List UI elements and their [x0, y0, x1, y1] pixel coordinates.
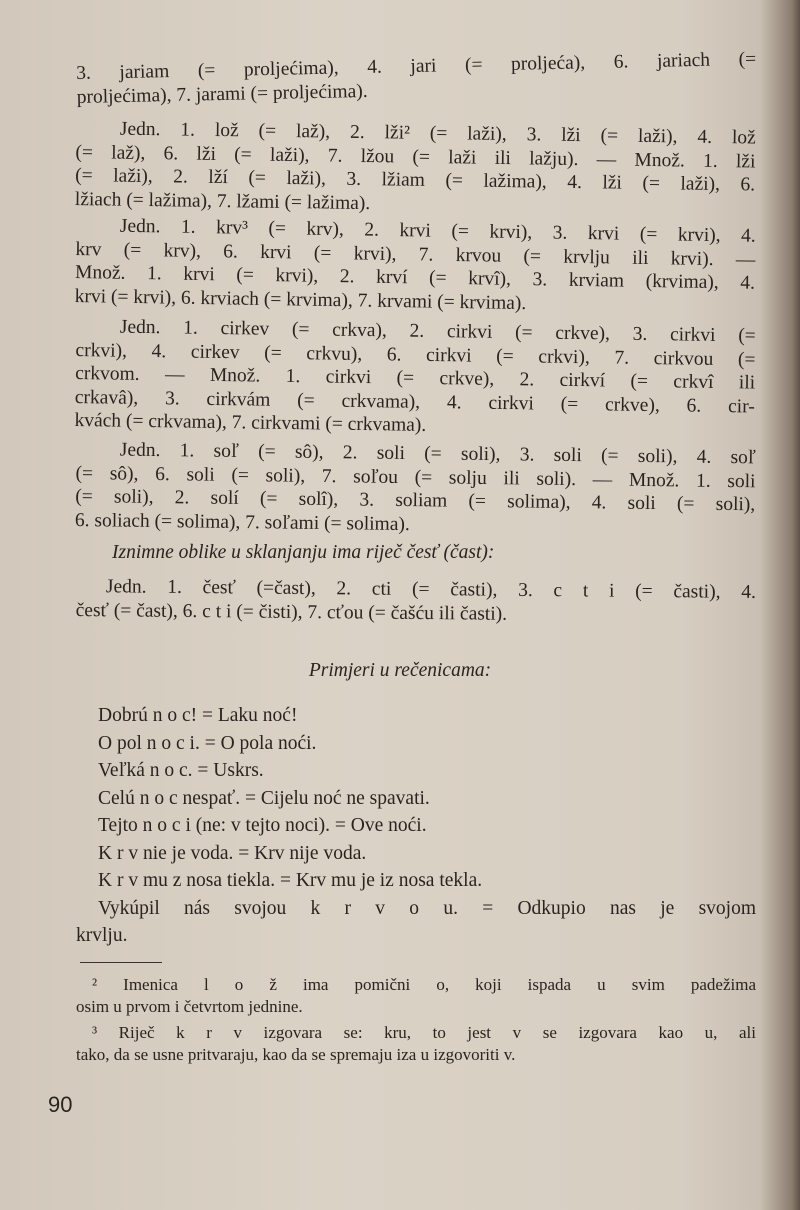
text-line: Jedn. 1. krv³ (= krv), 2. krvi (= krvi), 3. krvi (= krvi), 4.: [119, 215, 756, 247]
examples-heading: Primjeri u rečenicama:: [308, 660, 492, 681]
text-line: crkvi), 4. cirkev (= crkvu), 6. cirkvi (= crkvi), 7. cirkvou (=: [75, 339, 756, 370]
text-line: krv (= krv), 6. krvi (= krvi), 7. krvou (= krvlju ili krvi). —: [75, 238, 756, 271]
footnote-divider: [80, 962, 162, 963]
exception-section: [76, 541, 756, 565]
paragraph-cest: [76, 575, 756, 628]
text-line: Jedn. 1. česť (=čast), 2. cti (= časti), 3. c t i (= časti), 4.: [105, 576, 756, 603]
text-line: (= laži), 2. lží (= laži), 3. lžiam (= lažima), 4. lži (= laži), 6.: [75, 164, 756, 196]
paragraph-cirkev: [74, 315, 756, 442]
example-sentence: K r v mu z nosa tiekla. = Krv mu je iz nosa tekla.: [98, 870, 483, 891]
footnote-2: [76, 974, 756, 1018]
page-number: 90: [48, 1092, 73, 1117]
example-sentence: Dobrú n o c! = Laku noć!: [98, 705, 298, 726]
examples-list: [76, 702, 756, 950]
text-line: crkavâ), 3. cirkvám (= crkvama), 4. cirkvi (= crkve), 6. cir-: [74, 386, 755, 417]
footnote-3: [76, 1022, 756, 1066]
text-line: lžiach (= lažima), 7. lžami (= lažima).: [74, 188, 371, 214]
text-line: (= soli), 2. solí (= solî), 3. soliam (= solima), 4. soli (= soli),: [75, 485, 756, 516]
exception-heading: Iznimne oblike u sklanjanju ima riječ česť (čast):: [112, 542, 495, 563]
paragraph-sol: [75, 438, 756, 540]
text-line: (= laž), 6. lži (= laži), 7. lžou (= laži ili lažju). — Množ. 1. lži: [75, 141, 756, 172]
example-sentence: O pol n o c i. = O pola noći.: [98, 732, 317, 754]
example-sentence: Veľká n o c. = Uskrs.: [98, 760, 264, 781]
text-line: proljećima), 7. jarami (= proljećima).: [76, 80, 368, 108]
text-line: krvi (= krvi), 6. krviach (= krvima), 7. krvami (= krvima).: [74, 285, 527, 314]
text-line: crkvom. — Množ. 1. cirkvi (= crkve), 2. cirkví (= crkvî ili: [75, 362, 756, 394]
text-line: (= sô), 6. soli (= soli), 7. soľou (= solju ili soli). — Množ. 1. soli: [75, 462, 756, 492]
example-sentence: krvlju.: [76, 925, 128, 946]
text-line: Množ. 1. krvi (= krvi), 2. krví (= krvî), 3. krviam (krvima), 4.: [74, 261, 756, 294]
example-sentence: K r v nie je voda. = Krv nije voda.: [98, 842, 367, 864]
text-line: kvách (= crkvama), 7. cirkvami (= crkvama).: [74, 409, 427, 436]
text-line: Jedn. 1. lož (= laž), 2. lži² (= laži), 3. lži (= laži), 4. lož: [119, 118, 756, 149]
text-line: tako, da se usne pritvaraju, kao da se spremaju iza u izgovoriti v.: [76, 1045, 516, 1064]
paragraph-jar-plural: [76, 48, 757, 109]
text-line: Jedn. 1. soľ (= sô), 2. soli (= soli), 3. soli (= soli), 4. soľ: [119, 439, 756, 469]
text-line: 3. jariam (= proljećima), 4. jari (= proljeća), 6. jariach (=: [76, 48, 757, 84]
paragraph-krv: [75, 214, 756, 319]
text-line: Jedn. 1. cirkev (= crkva), 2. cirkvi (= crkve), 3. cirkvi (=: [119, 316, 756, 347]
example-sentence: Tejto n o c i (ne: v tejto noci). = Ove noći.: [98, 815, 427, 836]
example-sentence: Vykúpil nás svojou k r v o u. = Odkupio nas je svojom: [98, 897, 756, 919]
text-line: ² Imenica l o ž ima pomični o, koji ispada u svim padežima: [92, 975, 756, 994]
text-line: osim u prvom i četvrtom jednine.: [76, 997, 303, 1016]
text-line: 6. soliach (= solima), 7. soľami (= solima).: [74, 509, 410, 535]
text-line: ³ Riječ k r v izgovara se: kru, to jest v se izgovara kao u, ali: [92, 1023, 756, 1042]
text-line: česť (= čast), 6. c t i (= čisti), 7. cťou (= čašću ili časti).: [75, 599, 508, 625]
paragraph-loz: [75, 117, 756, 220]
example-sentence: Celú n o c nespať. = Cijelu noć ne spavati.: [98, 787, 430, 809]
